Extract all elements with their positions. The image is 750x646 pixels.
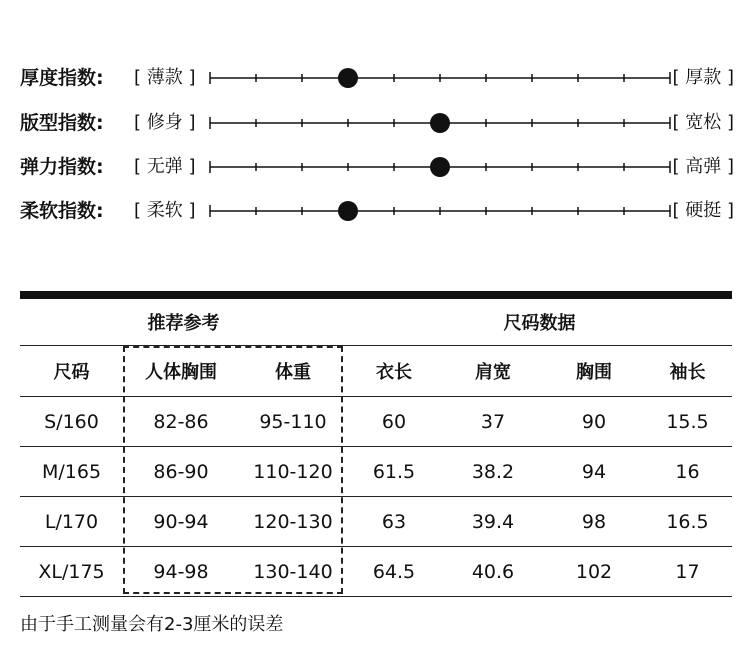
attribute-left-label: [ 无弹 ] (134, 156, 196, 177)
table-cell: 94-98 (123, 547, 239, 597)
table-cell: 17 (643, 547, 732, 597)
attribute-right-label: [ 硬挺 ] (672, 200, 734, 221)
attribute-row-fit (0, 108, 750, 138)
attribute-left-label: [ 薄款 ] (134, 67, 196, 88)
attribute-scale (205, 63, 675, 93)
column-header: 肩宽 (441, 346, 545, 397)
size-table (20, 299, 732, 597)
attribute-scale (205, 196, 675, 226)
attribute-row-thickness (0, 63, 750, 93)
size-cell: S/160 (20, 397, 123, 447)
attribute-scale (205, 108, 675, 138)
table-row (20, 547, 732, 597)
table-cell: 60 (347, 397, 441, 447)
table-cell: 39.4 (441, 497, 545, 547)
table-cell: 98 (545, 497, 643, 547)
table-cell: 102 (545, 547, 643, 597)
table-row (20, 497, 732, 547)
column-header: 体重 (239, 346, 347, 397)
group-header-data: 尺码数据 (347, 299, 732, 346)
group-header-reference: 推荐参考 (20, 299, 347, 346)
column-header: 胸围 (545, 346, 643, 397)
table-cell: 40.6 (441, 547, 545, 597)
attribute-name: 弹力指数: (20, 156, 104, 178)
attribute-name: 柔软指数: (20, 200, 104, 222)
attribute-row-softness (0, 196, 750, 226)
table-cell: 16.5 (643, 497, 732, 547)
table-cell: 120-130 (239, 497, 347, 547)
table-cell: 94 (545, 447, 643, 497)
table-cell: 61.5 (347, 447, 441, 497)
table-top-rule (20, 291, 732, 299)
table-row (20, 447, 732, 497)
attribute-right-label: [ 宽松 ] (672, 112, 734, 133)
column-header: 人体胸围 (123, 346, 239, 397)
table-cell: 63 (347, 497, 441, 547)
table-cell: 37 (441, 397, 545, 447)
table-cell: 95-110 (239, 397, 347, 447)
scale-marker (338, 68, 358, 88)
column-header: 衣长 (347, 346, 441, 397)
table-cell: 90 (545, 397, 643, 447)
attribute-right-label: [ 高弹 ] (672, 156, 734, 177)
table-group-header-row (20, 299, 732, 346)
attribute-left-label: [ 柔软 ] (134, 200, 196, 221)
attribute-scale (205, 152, 675, 182)
attribute-row-elasticity (0, 152, 750, 182)
measurement-note: 由于手工测量会有2-3厘米的误差 (20, 614, 284, 635)
table-cell: 90-94 (123, 497, 239, 547)
table-cell: 15.5 (643, 397, 732, 447)
table-cell: 110-120 (239, 447, 347, 497)
table-cell: 82-86 (123, 397, 239, 447)
size-cell: XL/175 (20, 547, 123, 597)
attribute-name: 厚度指数: (20, 67, 104, 89)
table-cell: 86-90 (123, 447, 239, 497)
scale-marker (430, 113, 450, 133)
column-header: 袖长 (643, 346, 732, 397)
scale-marker (430, 157, 450, 177)
attribute-left-label: [ 修身 ] (134, 112, 196, 133)
attribute-name: 版型指数: (20, 112, 104, 134)
column-header: 尺码 (20, 346, 123, 397)
scale-marker (338, 201, 358, 221)
table-header-row (20, 346, 732, 397)
table-cell: 130-140 (239, 547, 347, 597)
size-cell: M/165 (20, 447, 123, 497)
attribute-right-label: [ 厚款 ] (672, 67, 734, 88)
table-row (20, 397, 732, 447)
table-cell: 16 (643, 447, 732, 497)
table-cell: 38.2 (441, 447, 545, 497)
table-cell: 64.5 (347, 547, 441, 597)
size-cell: L/170 (20, 497, 123, 547)
